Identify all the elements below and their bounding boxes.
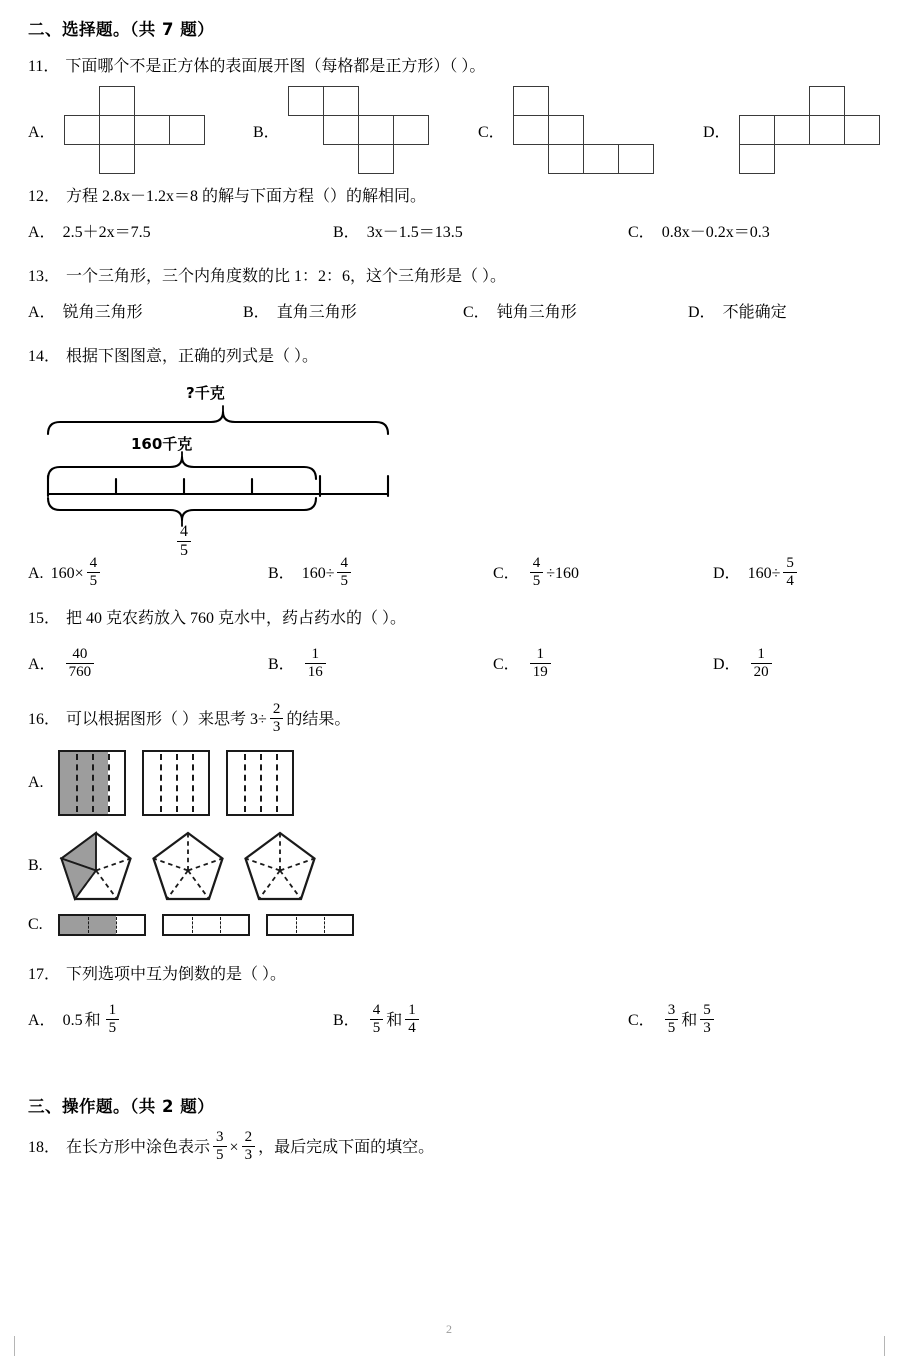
margin-tick-left	[14, 1336, 15, 1356]
page-content	[28, 16, 876, 1170]
option-11-c[interactable]	[478, 86, 703, 174]
cube-net-tshape-icon	[739, 86, 873, 174]
option-15-b[interactable]	[268, 648, 493, 681]
option-11-a-label: A．	[28, 123, 56, 141]
question-18-body-before: 在长方形中涂色表示	[66, 1138, 211, 1156]
option-17-b-left-numerator: 4	[372, 1002, 381, 1018]
option-17-a-label: A．	[28, 1011, 56, 1029]
question-14-text	[28, 344, 876, 370]
option-17-b[interactable]	[333, 1004, 628, 1037]
question-17-text	[28, 962, 876, 988]
option-17-b-left-denominator: 5	[370, 1019, 384, 1036]
option-13-a-label: A．	[28, 304, 56, 321]
bar-thirds-icon	[162, 914, 250, 936]
option-17-a-fraction	[106, 1003, 120, 1036]
question-18-fraction-2-numerator: 2	[244, 1129, 253, 1145]
question-11-body: 下面哪个不是正方体的表面展开图（每格都是正方形）（ ）。	[65, 58, 486, 75]
option-13-c-label: C．	[463, 304, 490, 321]
option-17-c-conjunction: 和	[681, 1011, 698, 1029]
option-14-a-label: A.	[28, 564, 44, 582]
question-18-fraction-1-numerator: 3	[216, 1129, 224, 1145]
option-15-a-denominator: 760	[66, 663, 95, 680]
option-14-b-fraction	[337, 556, 351, 589]
question-16-text	[28, 703, 876, 736]
option-12-b-text: 3x－1.5＝13.5	[366, 224, 463, 241]
option-13-d-label: D．	[688, 304, 716, 321]
option-17-c[interactable]	[628, 1004, 717, 1037]
bar-diagram-fraction	[177, 524, 191, 559]
question-13-options	[28, 300, 876, 326]
option-14-b-denominator: 5	[337, 572, 351, 589]
option-15-d-label: D．	[713, 655, 741, 673]
bar-thirds-shaded-icon	[58, 914, 146, 936]
question-12-body: 方程 2.8x－1.2x＝8 的解与下面方程（）的解相同。	[66, 188, 427, 205]
option-14-b-numerator: 4	[340, 555, 348, 571]
option-16-c-label: C.	[28, 916, 43, 933]
option-14-a-fraction	[87, 556, 101, 589]
question-16-denominator: 3	[270, 718, 284, 735]
square-quarters-icon	[142, 750, 210, 816]
question-16-number: 16．	[28, 710, 61, 728]
question-14-body: 根据下图图意，正确的列式是（ ）。	[66, 348, 319, 365]
cube-net-zigzag-icon	[288, 86, 438, 174]
option-15-c-numerator: 1	[536, 646, 544, 662]
option-12-c-label: C．	[628, 224, 655, 241]
option-16-a-figures	[58, 750, 294, 816]
option-17-b-right-numerator: 1	[408, 1002, 416, 1018]
question-18-number: 18．	[28, 1138, 61, 1156]
option-12-a-label: A．	[28, 224, 56, 241]
question-11-options	[28, 86, 876, 174]
question-15-options	[28, 648, 876, 681]
option-14-d-fraction	[783, 556, 797, 589]
option-17-a[interactable]	[28, 1004, 333, 1037]
square-quarters-icon	[226, 750, 294, 816]
option-11-a[interactable]	[28, 86, 253, 174]
pentagon-fifths-icon	[242, 830, 318, 902]
option-16-c-figures	[58, 914, 354, 936]
option-13-c[interactable]	[463, 300, 688, 326]
pentagon-fifths-shaded-icon	[58, 830, 134, 902]
option-11-b[interactable]	[253, 86, 478, 174]
question-16-numerator: 2	[272, 701, 281, 717]
option-15-a[interactable]	[28, 648, 268, 681]
option-14-a-numerator: 4	[89, 555, 98, 571]
option-14-c-denominator: 5	[530, 572, 544, 589]
bar-diagram-fraction-denominator: 5	[177, 541, 191, 559]
option-14-c[interactable]	[493, 557, 713, 590]
option-15-a-label: A．	[28, 655, 56, 673]
option-15-c-denominator: 19	[530, 663, 551, 680]
section-heading-2: 二、选择题。（共 7 题）	[28, 20, 215, 39]
question-14-options	[28, 557, 876, 590]
option-15-b-label: B．	[268, 655, 295, 673]
option-16-a-label: A.	[28, 774, 44, 791]
option-15-d[interactable]	[713, 648, 775, 681]
question-14-bar-diagram	[28, 376, 876, 559]
question-15-number: 15．	[28, 610, 61, 627]
option-15-b-numerator: 1	[311, 646, 319, 662]
option-14-c-fraction	[530, 556, 544, 589]
option-17-c-left-numerator: 3	[667, 1002, 676, 1018]
option-17-c-right-denominator: 3	[700, 1019, 714, 1036]
question-18-multiply-sign: ×	[229, 1138, 239, 1156]
question-12-text	[28, 184, 876, 210]
option-14-c-numerator: 4	[532, 555, 541, 571]
question-16-body-after: 的结果。	[286, 710, 351, 728]
option-16-c[interactable]	[28, 914, 876, 936]
option-14-d-prefix: 160÷	[747, 564, 781, 582]
option-13-b-text: 直角三角形	[276, 304, 357, 321]
option-14-b-prefix: 160÷	[301, 564, 335, 582]
option-17-c-right-numerator: 5	[703, 1002, 711, 1018]
option-17-b-fraction-right	[405, 1003, 419, 1036]
question-13-text	[28, 264, 876, 290]
question-17-number: 17．	[28, 966, 61, 983]
option-14-c-suffix: ÷160	[546, 564, 579, 582]
question-18-fraction-1	[213, 1130, 227, 1163]
option-16-b-label: B.	[28, 857, 43, 874]
option-15-b-fraction	[305, 647, 326, 680]
question-18-fraction-1-denominator: 5	[213, 1146, 227, 1163]
question-13-number: 13．	[28, 268, 61, 285]
option-17-a-denominator: 5	[106, 1019, 120, 1036]
question-16-body-before: 可以根据图形（ ）来思考 3÷	[66, 710, 267, 728]
option-12-b[interactable]	[333, 220, 628, 246]
cube-net-cross-icon	[64, 86, 204, 174]
option-17-a-decimal: 0.5	[62, 1011, 83, 1029]
option-14-d-denominator: 4	[783, 572, 797, 589]
square-quarters-shaded-icon	[58, 750, 126, 816]
question-18-text	[28, 1131, 876, 1164]
question-12-number: 12．	[28, 188, 61, 205]
option-11-b-label: B．	[253, 123, 280, 141]
margin-tick-right	[884, 1336, 885, 1356]
bar-thirds-icon	[266, 914, 354, 936]
option-11-c-label: C．	[478, 123, 505, 141]
option-15-d-numerator: 1	[757, 646, 765, 662]
option-16-b[interactable]	[28, 830, 876, 902]
option-15-a-fraction	[66, 647, 95, 680]
question-17-options	[28, 1004, 876, 1037]
option-12-a[interactable]	[28, 220, 333, 246]
question-13-body: 一个三角形，三个内角度数的比 1：2：6，这个三角形是（ ）。	[66, 268, 507, 285]
question-18-fraction-2	[242, 1130, 256, 1163]
option-15-c-fraction	[530, 647, 551, 680]
option-15-a-numerator: 40	[72, 646, 88, 662]
option-12-a-text: 2.5＋2x＝7.5	[62, 224, 151, 241]
option-13-d-text: 不能确定	[722, 304, 787, 321]
question-15-text	[28, 606, 876, 632]
question-11-text	[28, 54, 876, 80]
option-13-d[interactable]	[688, 300, 787, 326]
option-14-b-label: B．	[268, 564, 295, 582]
question-16-fraction	[270, 702, 284, 735]
option-14-a-prefix: 160×	[50, 564, 84, 582]
option-17-a-numerator: 1	[108, 1002, 117, 1018]
page-number: 2	[446, 1322, 452, 1336]
option-14-a[interactable]	[28, 557, 268, 590]
option-13-a[interactable]	[28, 300, 243, 326]
option-17-c-fraction-left	[665, 1003, 679, 1036]
option-17-c-left-denominator: 5	[665, 1019, 679, 1036]
option-15-c[interactable]	[493, 648, 713, 681]
option-15-c-label: C．	[493, 655, 520, 673]
option-13-b[interactable]	[243, 300, 463, 326]
option-17-b-fraction-left	[370, 1003, 384, 1036]
option-14-c-label: C．	[493, 564, 520, 582]
option-17-c-fraction-right	[700, 1003, 714, 1036]
bar-diagram-fraction-numerator: 4	[180, 523, 188, 540]
option-13-c-text: 钝角三角形	[496, 304, 577, 321]
option-15-b-denominator: 16	[305, 663, 326, 680]
option-14-a-denominator: 5	[87, 572, 101, 589]
option-17-b-right-denominator: 4	[405, 1019, 419, 1036]
option-16-b-figures	[58, 830, 318, 902]
option-12-b-label: B．	[333, 224, 360, 241]
bar-diagram-part-label: 160千克	[131, 435, 193, 453]
option-11-d-label: D．	[703, 123, 731, 141]
question-12-options	[28, 220, 876, 246]
question-18-body-after: ，最后完成下面的填空。	[258, 1138, 435, 1156]
option-14-b[interactable]	[268, 557, 493, 590]
question-18-fraction-2-denominator: 3	[242, 1146, 256, 1163]
question-17-body: 下列选项中互为倒数的是（ ）。	[66, 966, 287, 983]
option-12-c-text: 0.8x－0.2x＝0.3	[661, 224, 770, 241]
option-15-d-fraction	[751, 647, 772, 680]
option-16-a[interactable]	[28, 750, 876, 816]
pentagon-fifths-icon	[150, 830, 226, 902]
option-11-d[interactable]	[703, 86, 873, 174]
option-12-c[interactable]	[628, 220, 770, 246]
option-14-d-numerator: 5	[786, 555, 794, 571]
option-17-b-label: B．	[333, 1011, 360, 1029]
option-13-a-text: 锐角三角形	[62, 304, 143, 321]
option-17-c-label: C．	[628, 1011, 655, 1029]
option-14-d[interactable]	[713, 557, 800, 590]
question-11-number: 11．	[28, 58, 60, 75]
option-17-a-conjunction: 和	[84, 1011, 101, 1029]
bar-diagram-total-label: ?千克	[186, 384, 225, 402]
cube-net-staircase-icon	[513, 86, 663, 174]
option-17-b-conjunction: 和	[386, 1011, 403, 1029]
option-13-b-label: B．	[243, 304, 270, 321]
option-15-d-denominator: 20	[751, 663, 772, 680]
bar-diagram-graphic	[28, 376, 428, 551]
question-14-number: 14．	[28, 348, 61, 365]
option-14-d-label: D．	[713, 564, 741, 582]
question-15-body: 把 40 克农药放入 760 克水中，药占药水的（ ）。	[66, 610, 407, 627]
section-heading-3: 三、操作题。（共 2 题）	[28, 1097, 215, 1116]
